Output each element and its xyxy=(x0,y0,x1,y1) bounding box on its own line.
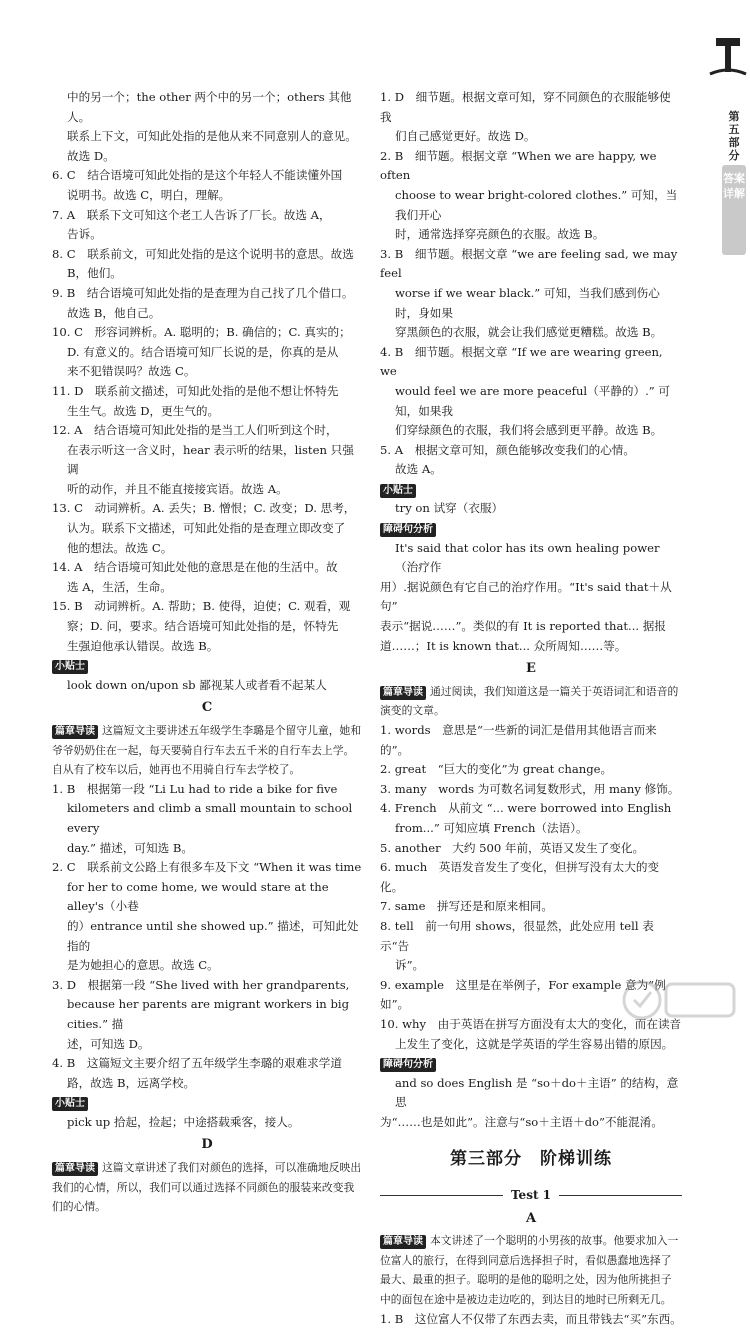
text-line: 生生气。故选 D，更生气的。 xyxy=(67,403,220,418)
answer-11: 11. D 联系前文描述，可知此处指的是他不想让怀特先 xyxy=(52,383,339,398)
text-line: B，他们。 xyxy=(67,266,122,281)
text-line: 的）entrance until she showed up.” 描述，可知此处指的 xyxy=(67,918,359,953)
text-line: 道……；It is known that... 众所周知……等。 xyxy=(380,638,627,653)
text-line: 听的动作，并且不能直接接宾语。故选 A。 xyxy=(67,481,288,496)
section-e-heading: E xyxy=(526,661,536,677)
text-line: 上发生了变化，这就是学英语的学生容易出错的原因。 xyxy=(395,1036,674,1051)
test-title: Test 1 xyxy=(511,1188,552,1203)
text-line: 生强迫他承认错误。故选 B。 xyxy=(67,638,219,653)
divider xyxy=(380,1195,503,1196)
text-line: It's said that color has its own healing power（治疗作 xyxy=(395,540,660,575)
tip-text: pick up 拾起，捡起；中途搭载乘客，接人。 xyxy=(67,1114,300,1129)
text-line: 中的另一个；the other 两个中的另一个；others 其他人。 xyxy=(67,90,352,124)
text-line: 用）.据说颜色有它自己的治疗作用。“It's said that＋从句” xyxy=(380,579,672,614)
text-line: would feel we are more peaceful（平静的）.” 可知，如果我 xyxy=(395,383,671,418)
text-line: worse if we wear black.” 可知，当我们感到伤心时，身如果 xyxy=(395,285,660,320)
text-line: choose to wear bright-colored clothes.” 可知，当我们开心 xyxy=(395,187,678,222)
tip-label: 小贴士 xyxy=(52,660,88,674)
answer-6: 6. C 结合语境可知此处指的是这个年轻人不能读懂外国 xyxy=(52,168,343,183)
answer-d1: 1. D 细节题。根据文章可知，穿不同颜色的衣服能够使我 xyxy=(380,90,671,124)
text-line: 联系上下文，可知此处指的是他从来不同意别人的意见。 xyxy=(67,129,357,144)
text-line: 来不犯错误吗？故选 C。 xyxy=(67,364,196,379)
answer-e9: 9. example 这里是在举例子，For example 意为“例如”。 xyxy=(380,977,666,1012)
intro-text: 本文讲述了一个聪明的小男孩的故事。他要求加入一位富人的旅行，在得到同意后选择担子时，看似愚蠢地选择了最大、最重的担子。聪明的是他的聪明之处，因为他所挑担子中的面包在途中是被边走边吃的，到达目的地时已所剩无几。 xyxy=(380,1234,679,1307)
answer-d3: 3. B 细节题。根据文章 “we are feeling sad, we may feel xyxy=(380,246,678,281)
tip-label: 小贴士 xyxy=(380,484,416,498)
answer-e2: 2. great “巨大的变化”为 great change。 xyxy=(380,762,613,777)
answer-c1: 1. B 根据第一段 “Li Lu had to ride a bike for five xyxy=(52,781,338,796)
answer-8: 8. C 联系前文，可知此处指的是这个说明书的意思。故选 xyxy=(52,246,354,261)
answer-d5: 5. A 根据文章可知，颜色能够改变我们的心情。 xyxy=(380,442,635,457)
answer-d4: 4. B 细节题。根据文章 “If we are wearing green, we xyxy=(380,344,663,379)
text-line: 是为她担心的意思。故选 C。 xyxy=(67,958,219,973)
stamp-icon xyxy=(708,30,748,80)
text-line: 述，可知选 D。 xyxy=(67,1036,150,1051)
answer-a1: 1. B 这位富人不仅带了东西去卖，而且带钱去“买”东西。 xyxy=(380,1311,682,1326)
answer-tab: 答案详解 xyxy=(722,165,746,255)
section-d-heading: D xyxy=(201,1137,213,1153)
divider xyxy=(559,1195,682,1196)
test-heading xyxy=(380,1186,682,1206)
chapter-sidebar xyxy=(710,30,750,290)
text-line: 们穿绿颜色的衣服，我们将会感到更平静。故选 B。 xyxy=(395,423,663,438)
intro-label: 篇章导读 xyxy=(380,1235,426,1249)
text-line: 认为。联系下文描述，可知此处指的是查理立即改变了 xyxy=(67,521,346,536)
text-line: 路，故选 B，远离学校。 xyxy=(67,1075,196,1090)
section-c-heading: C xyxy=(201,700,213,716)
intro-label: 篇章导读 xyxy=(52,725,98,739)
part-heading: 第三部分 阶梯训练 xyxy=(450,1149,612,1170)
tip-text: try on 试穿（衣服） xyxy=(395,501,504,516)
answer-e1: 1. words 意思是“一些新的词汇是借用其他语言而来的”。 xyxy=(380,723,657,757)
answer-10: 10. C 形容词辨析。A. 聪明的；B. 确信的；C. 真实的； xyxy=(52,325,351,340)
text-line: 时，通常选择穿亮颜色的衣服。故选 B。 xyxy=(395,227,605,242)
text-line: 为“……也是如此”。注意与“so＋主语＋do”不能混淆。 xyxy=(380,1114,663,1129)
text-line: from...” 可知应填 French（法语）。 xyxy=(395,820,588,835)
difficult-sentence-label: 障碍句分析 xyxy=(380,523,436,537)
text-line: 们自己感觉更好。故选 D。 xyxy=(395,129,536,144)
right-column xyxy=(380,88,682,1329)
text-line: 故选 A。 xyxy=(395,462,442,477)
intro-text: 这篇文章讲述了我们对颜色的选择，可以准确地反映出我们的心情，所以，我们可以通过选择不同颜色的服装来改变我们的心情。 xyxy=(52,1161,362,1214)
answer-e6: 6. much 英语发音发生了变化，但拼写没有太大的变化。 xyxy=(380,860,660,894)
text-line: 穿黑颜色的衣服，就会让我们感觉更糟糕。故选 B。 xyxy=(395,325,663,340)
text-line: 他的想法。故选 C。 xyxy=(67,540,173,555)
left-column xyxy=(52,88,362,1217)
answer-c4: 4. B 这篇短文主要介绍了五年级学生李璐的艰难求学道 xyxy=(52,1056,342,1071)
answer-e5: 5. another 大约 500 年前，英语又发生了变化。 xyxy=(380,840,645,855)
text-line: because her parents are migrant workers in big cities.” 描 xyxy=(67,997,350,1031)
answer-7: 7. A 联系下文可知这个老工人告诉了厂长。故选 A， xyxy=(52,207,331,222)
answer-e8: 8. tell 前一句用 shows，很显然，此处应用 tell 表示“告 xyxy=(380,918,654,953)
answer-e10: 10. why 由于英语在拼写方面没有太大的变化，而在读音 xyxy=(380,1016,682,1031)
section-a-heading: A xyxy=(525,1210,537,1226)
text-line: day.” 描述，可知选 B。 xyxy=(67,840,194,855)
answer-e4: 4. French 从前文 “... were borrowed into English xyxy=(380,801,672,816)
part-label: 第五部分 xyxy=(728,110,740,162)
answer-15: 15. B 动词辨析。A. 帮助；B. 使得，迫使；C. 观看，观 xyxy=(52,599,351,614)
answer-9: 9. B 结合语境可知此处指的是查理为自己找了几个借口。 xyxy=(52,285,354,300)
text-line: 说明书。故选 C，明白，理解。 xyxy=(67,187,231,202)
text-line: for her to come home, we would stare at the alley's（小巷 xyxy=(67,879,329,914)
intro-text: 通过阅读，我们知道这是一篇关于英语词汇和语音的演变的文章。 xyxy=(380,684,679,718)
difficult-sentence-label: 障碍句分析 xyxy=(380,1058,436,1072)
tip-text: look down on/upon sb 鄙视某人或者看不起某人 xyxy=(67,677,327,692)
answer-13: 13. C 动词辨析。A. 丢失；B. 憎恨；C. 改变；D. 思考， xyxy=(52,501,356,516)
text-line: 诉”。 xyxy=(395,958,425,973)
answer-14: 14. A 结合语境可知此处他的意思是在他的生活中。故 xyxy=(52,560,338,575)
answer-e7: 7. same 拼写还是和原来相同。 xyxy=(380,899,553,914)
text-line: 故选 B，他自己。 xyxy=(67,305,161,320)
text-line: 故选 D。 xyxy=(67,148,115,163)
text-line: kilometers and climb a small mountain to school every xyxy=(67,801,353,835)
answer-d2: 2. B 细节题。根据文章 “When we are happy, we often xyxy=(380,148,657,183)
text-line: 告诉。 xyxy=(67,227,102,242)
intro-text: 这篇短文主要讲述五年级学生李璐是个留守儿童，她和爷爷奶奶住在一起，每天要骑自行车去五千米的自行车去上学。自从有了校车以后，她再也不用骑自行车去学校了。 xyxy=(52,724,362,777)
intro-label: 篇章导读 xyxy=(380,686,426,700)
answer-e3: 3. many words 为可数名词复数形式，用 many 修饰。 xyxy=(380,781,680,796)
text-line: D. 有意义的。结合语境可知厂长说的是，你真的是从 xyxy=(67,344,339,359)
text-line: 在表示听这一含义时，hear 表示听的结果，listen 只强调 xyxy=(67,442,354,477)
tip-label: 小贴士 xyxy=(52,1097,88,1111)
text-line: 选 A，生活，生命。 xyxy=(67,579,172,594)
watermark-logo xyxy=(620,974,740,1026)
answer-12: 12. A 结合语境可知此处指的是当工人们听到这个时， xyxy=(52,423,338,438)
text-line: 察；D. 问，要求。结合语境可知此处指的是，怀特先 xyxy=(67,619,339,634)
text-line: 表示“据说……”。类似的有 It is reported that... 据报 xyxy=(380,619,666,634)
text-line: and so does English 是 “so＋do＋主语” 的结构，意思 xyxy=(395,1075,679,1110)
answer-c3: 3. D 根据第一段 “She lived with her grandparents, xyxy=(52,977,350,992)
answer-c2: 2. C 联系前文公路上有很多车及下文 “When it was time xyxy=(52,860,362,875)
intro-label: 篇章导读 xyxy=(52,1162,98,1176)
